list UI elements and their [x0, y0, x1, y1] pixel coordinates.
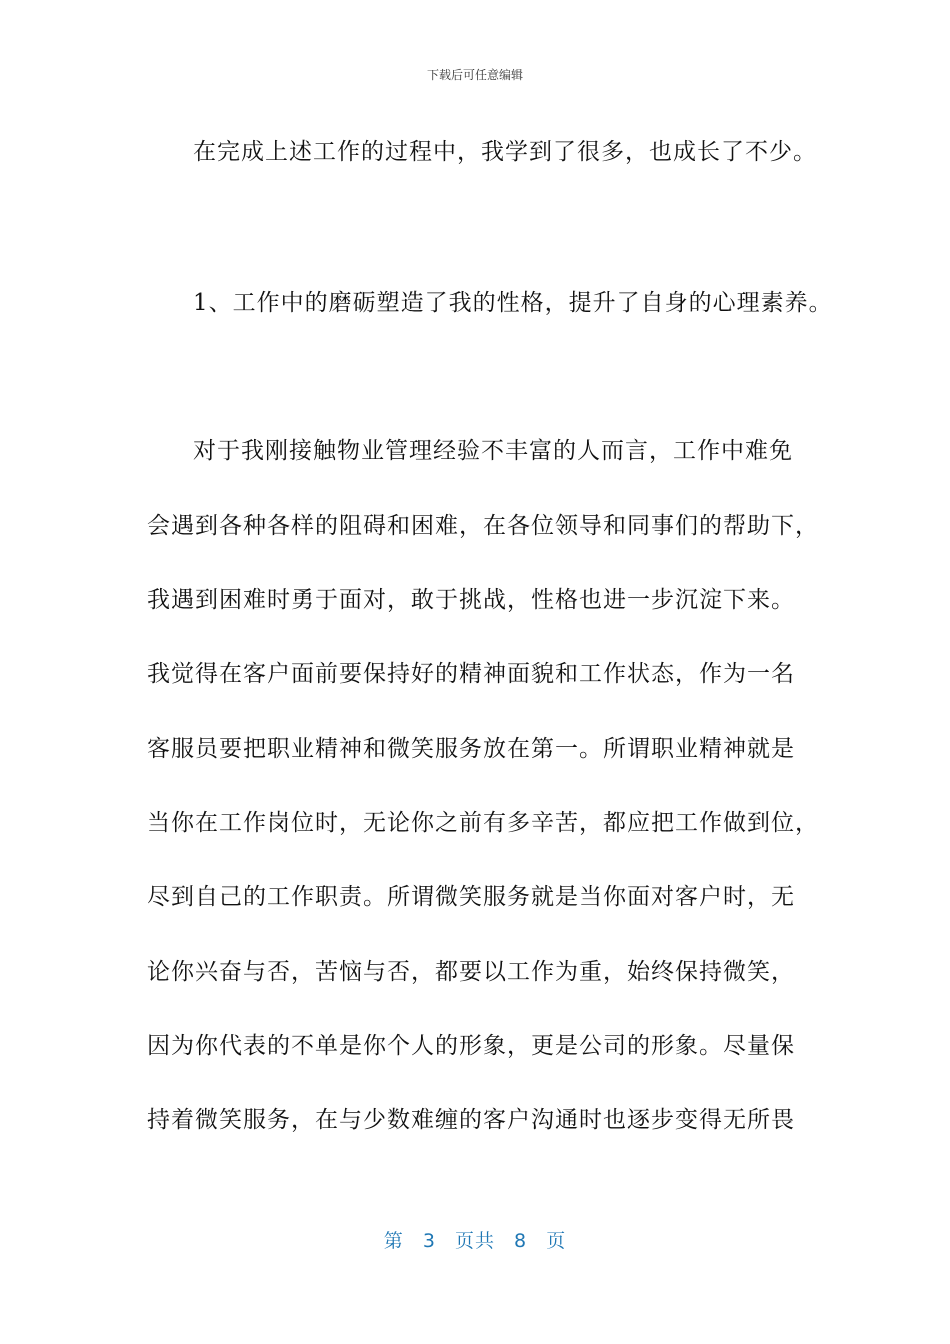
page-footer — [0, 1226, 950, 1253]
paragraph-line-11: 因为你代表的不单是你个人的形象，更是公司的形象。尽量保 — [147, 1033, 795, 1059]
footer-prefix: 第 — [383, 1230, 404, 1252]
paragraph-line-4: 会遇到各种各样的阻碍和困难，在各位领导和同事们的帮助下， — [147, 513, 819, 539]
paragraph-line-12: 持着微笑服务，在与少数难缠的客户沟通时也逐步变得无所畏 — [147, 1107, 795, 1133]
footer-page-number: 3 — [422, 1230, 436, 1252]
paragraph-line-8: 当你在工作岗位时，无论你之前有多辛苦，都应把工作做到位， — [147, 810, 819, 836]
paragraph-line-9: 尽到自己的工作职责。所谓微笑服务就是当你面对客户时，无 — [147, 884, 795, 910]
paragraph-line-10: 论你兴奋与否，苦恼与否，都要以工作为重，始终保持微笑， — [147, 959, 795, 985]
paragraph-line-5: 我遇到困难时勇于面对，敢于挑战，性格也进一步沉淀下来。 — [147, 587, 795, 613]
footer-total-pages: 8 — [514, 1230, 528, 1252]
footer-middle: 页共 — [454, 1230, 495, 1252]
paragraph-line-1: 在完成上述工作的过程中，我学到了很多，也成长了不少。 — [193, 139, 817, 165]
header-note: 下载后可任意编辑 — [426, 68, 523, 82]
section-heading-1: 1、工作中的磨砺塑造了我的性格，提升了自身的心理素养。 — [193, 290, 833, 316]
paragraph-line-7: 客服员要把职业精神和微笑服务放在第一。所谓职业精神就是 — [147, 736, 795, 762]
paragraph-line-3: 对于我刚接触物业管理经验不丰富的人而言，工作中难免 — [193, 438, 793, 464]
footer-suffix: 页 — [546, 1230, 567, 1252]
paragraph-line-6: 我觉得在客户面前要保持好的精神面貌和工作状态，作为一名 — [147, 661, 795, 687]
